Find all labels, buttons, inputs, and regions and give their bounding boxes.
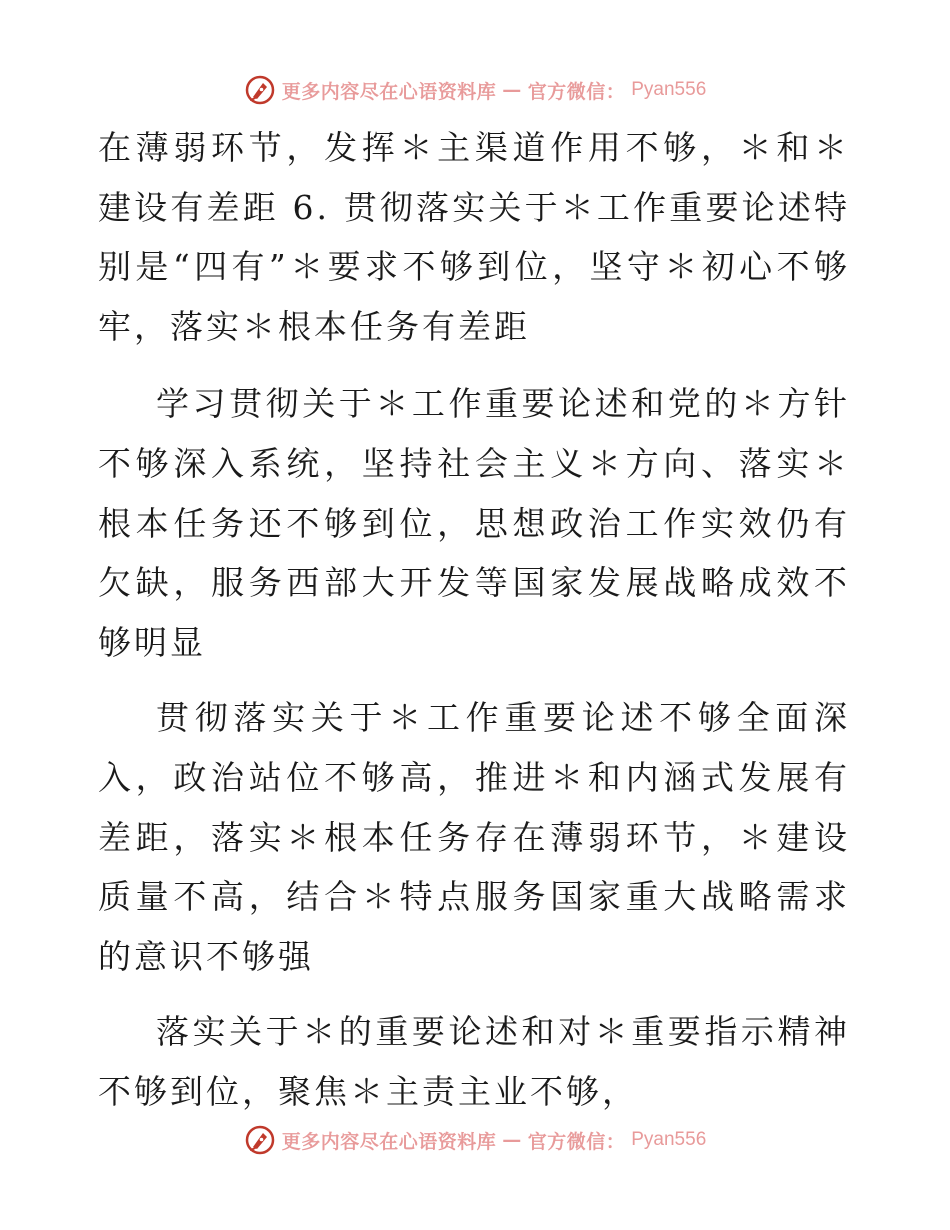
body-paragraph-2: 学习贯彻关于＊工作重要论述和党的＊方针不够深入系统，坚持社会主义＊方向、落实＊根本任务还不够到位，思想政治工作实效仍有欠缺，服务西部大开发等国家发展战略成效不够明显: [98, 384, 850, 662]
document-body: [98, 118, 850, 1138]
body-paragraph-1: 在薄弱环节，发挥＊主渠道作用不够，＊和＊建设有差距 6. 贯彻落实关于＊工作重要论述特别是“四有”＊要求不够到位，坚守＊初心不够牢，落实＊根本任务有差距: [98, 128, 850, 346]
body-paragraph-3: 贯彻落实关于＊工作重要论述不够全面深入，政治站位不够高，推进＊和内涵式发展有差距，落实＊根本任务存在薄弱环节，＊建设质量不高，结合＊特点服务国家重大战略需求的意识不够强: [98, 698, 850, 976]
pen-nib-logo-icon: [244, 74, 276, 106]
pen-nib-logo-icon: [244, 1124, 276, 1156]
footer-dash: —: [502, 1129, 522, 1151]
body-paragraph-4: 落实关于＊的重要论述和对＊重要指示精神不够到位，聚焦＊主责主业不够，: [98, 1012, 850, 1111]
header-wechat-id: Pyan556: [631, 79, 707, 100]
footer-wechat-label: 官方微信：: [527, 1130, 626, 1153]
header-promo-text: 更多内容尽在心语资料库: [281, 80, 497, 103]
footer-promo-text: 更多内容尽在心语资料库: [281, 1130, 497, 1153]
footer-watermark: [0, 1122, 950, 1158]
footer-wechat-id: Pyan556: [631, 1129, 707, 1150]
header-wechat-label: 官方微信：: [527, 80, 626, 103]
header-dash: —: [502, 79, 522, 101]
header-watermark: [0, 72, 950, 108]
